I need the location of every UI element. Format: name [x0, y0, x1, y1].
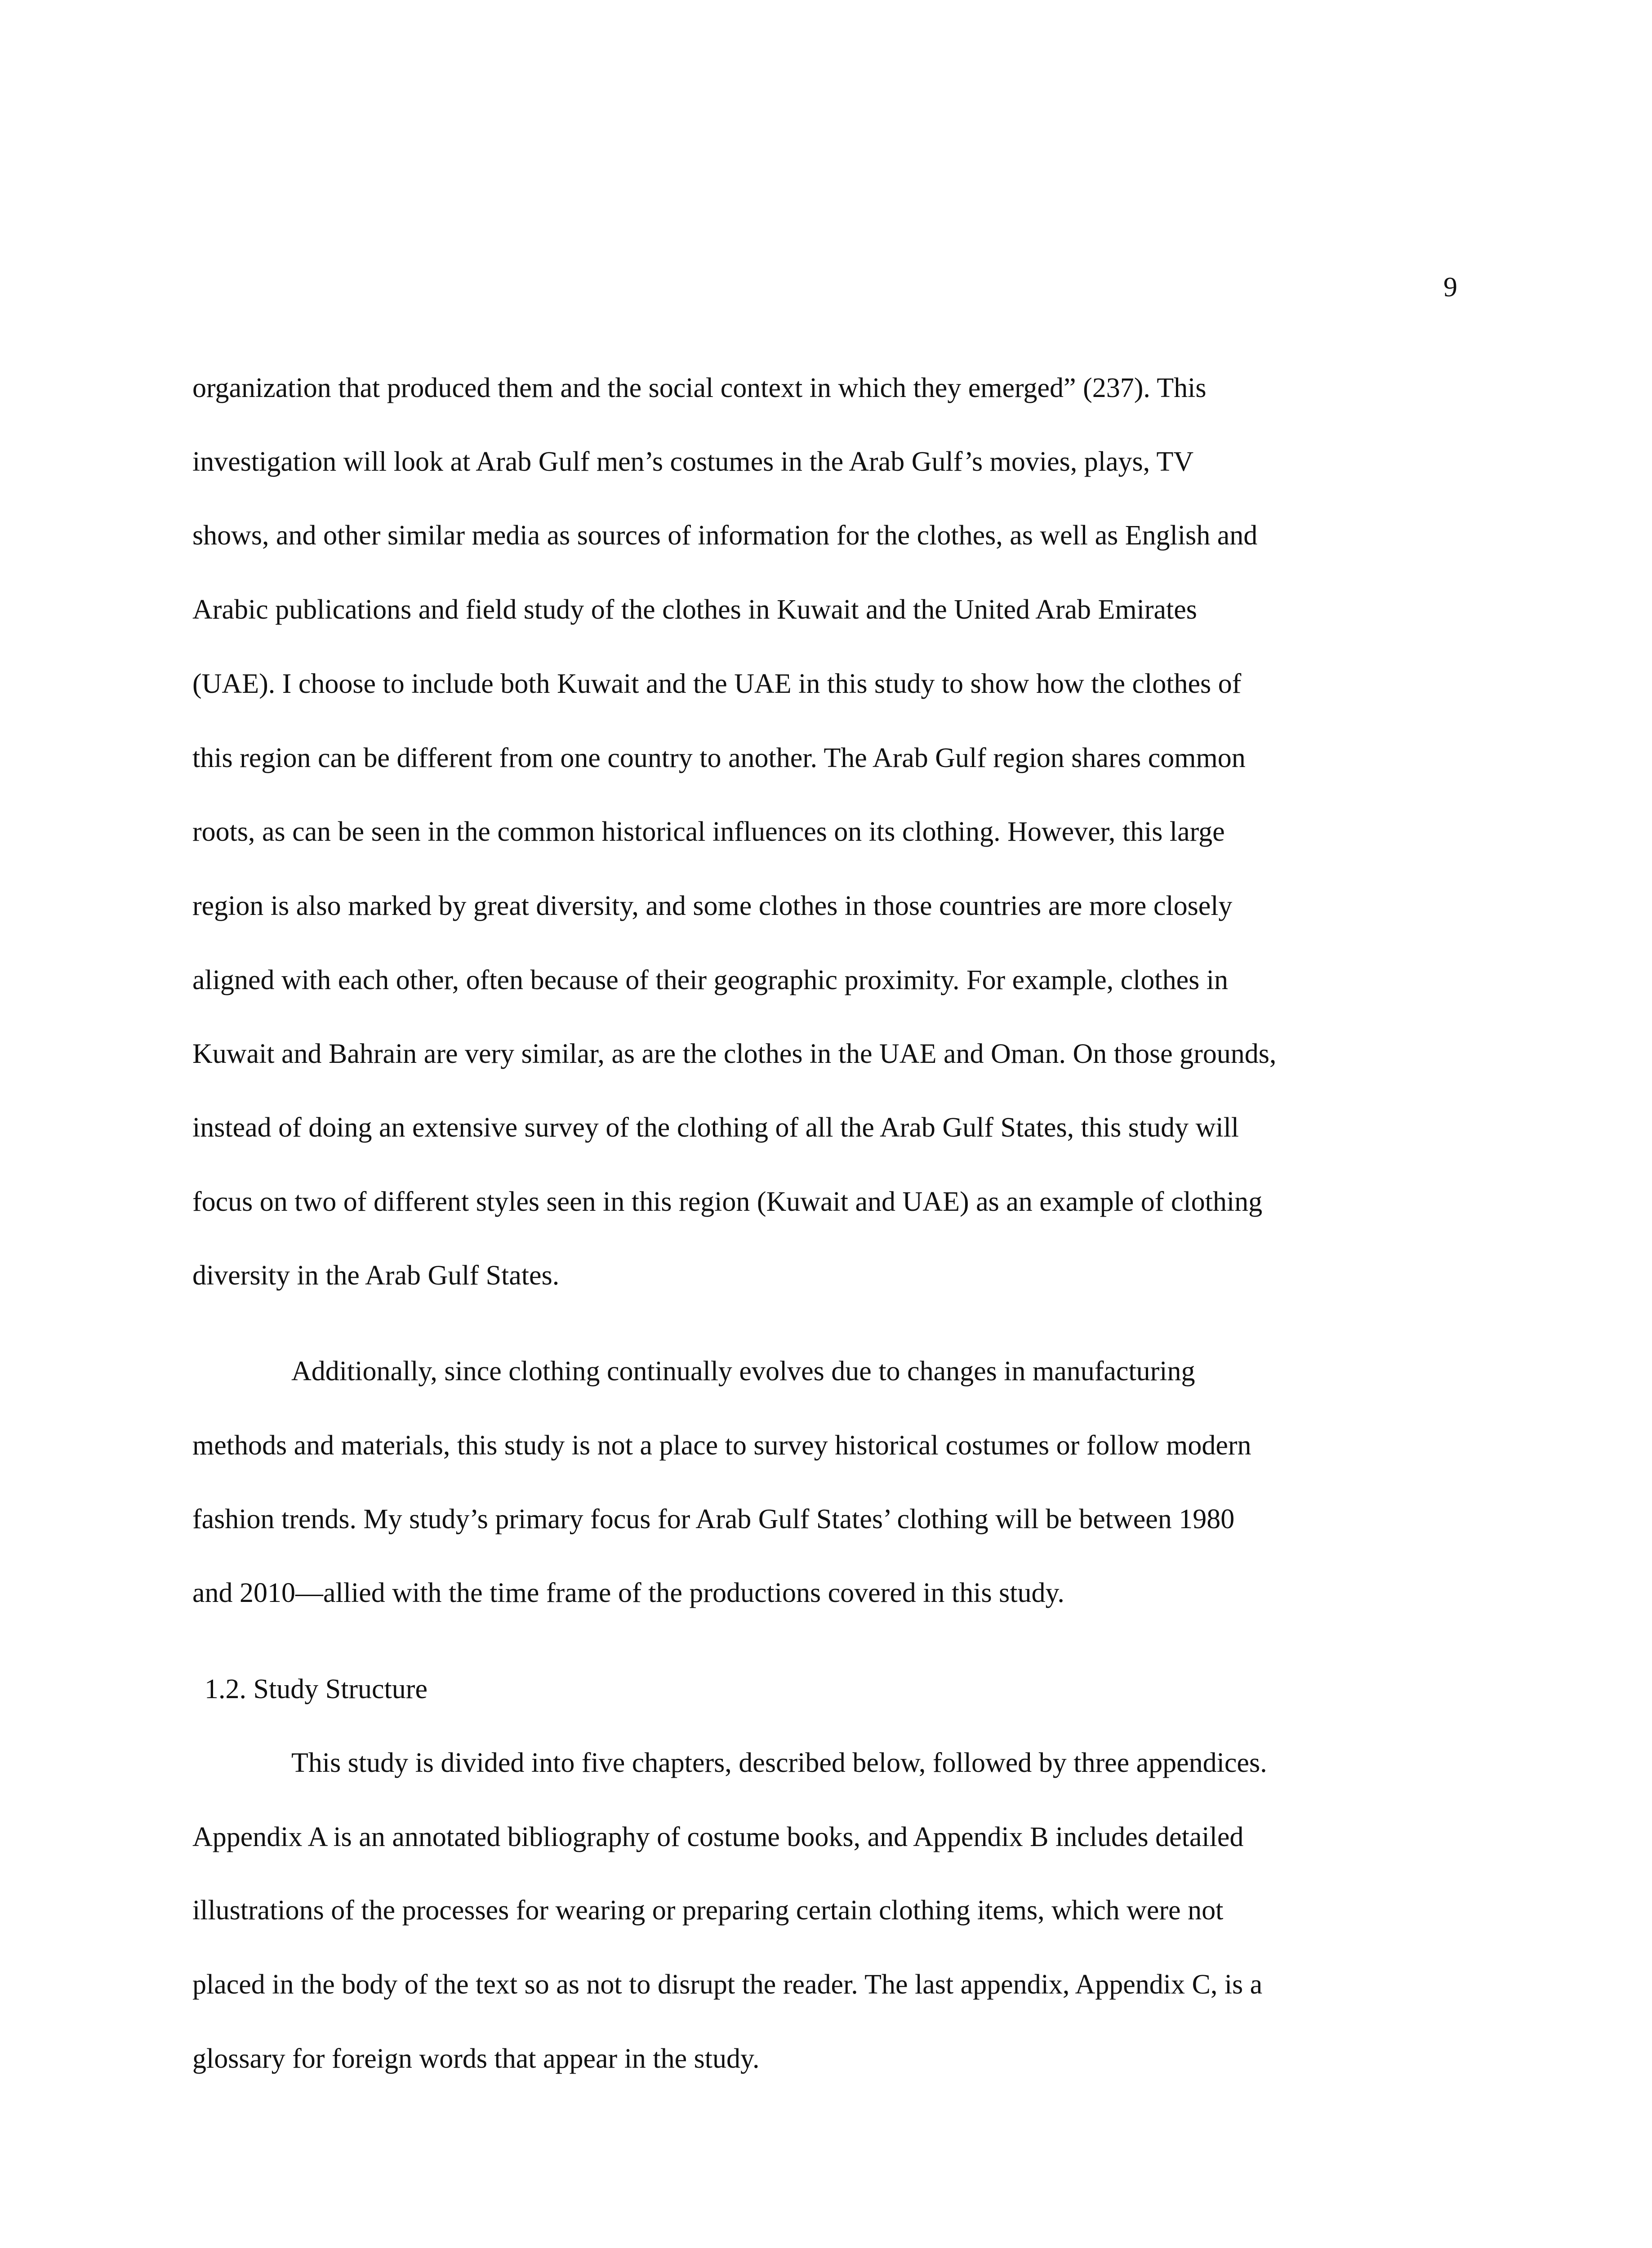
text-line: Kuwait and Bahrain are very similar, as are the clothes in the UAE and Oman. On those grounds,	[192, 1039, 1277, 1069]
text-line: instead of doing an extensive survey of the clothing of all the Arab Gulf States, this study will	[192, 1112, 1239, 1143]
text-line: fashion trends. My study’s primary focus for Arab Gulf States’ clothing will be between 1980	[192, 1504, 1235, 1534]
text-line: illustrations of the processes for wearing or preparing certain clothing items, which were not	[192, 1895, 1224, 1926]
text-line: Arabic publications and field study of the clothes in Kuwait and the United Arab Emirates	[192, 594, 1197, 625]
page-number: 9	[1443, 272, 1457, 303]
text-line: roots, as can be seen in the common historical influences on its clothing. However, this large	[192, 816, 1225, 847]
text-line: aligned with each other, often because of their geographic proximity. For example, clothes in	[192, 965, 1228, 995]
section-heading: 1.2. Study Structure	[205, 1674, 427, 1704]
text-line: This study is divided into five chapters, described below, followed by three appendices.	[291, 1748, 1267, 1778]
text-line: this region can be different from one country to another. The Arab Gulf region shares common	[192, 743, 1246, 773]
text-line: and 2010—allied with the time frame of the productions covered in this study.	[192, 1578, 1064, 1608]
text-line: Appendix A is an annotated bibliography of costume books, and Appendix B includes detailed	[192, 1822, 1244, 1852]
text-line: investigation will look at Arab Gulf men’s costumes in the Arab Gulf’s movies, plays, TV	[192, 446, 1194, 477]
text-line: diversity in the Arab Gulf States.	[192, 1260, 560, 1291]
text-line: placed in the body of the text so as not to disrupt the reader. The last appendix, Appendix C, is a	[192, 1969, 1263, 2000]
text-line: (UAE). I choose to include both Kuwait and the UAE in this study to show how the clothes of	[192, 669, 1242, 699]
text-line: shows, and other similar media as sources of information for the clothes, as well as English and	[192, 520, 1258, 551]
text-line: region is also marked by great diversity, and some clothes in those countries are more closely	[192, 891, 1233, 921]
text-line: focus on two of different styles seen in this region (Kuwait and UAE) as an example of clothing	[192, 1186, 1263, 1217]
text-line: methods and materials, this study is not a place to survey historical costumes or follow modern	[192, 1430, 1251, 1461]
text-line: glossary for foreign words that appear in the study.	[192, 2043, 760, 2074]
text-line: organization that produced them and the social context in which they emerged” (237). This	[192, 373, 1207, 403]
text-line: Additionally, since clothing continually evolves due to changes in manufacturing	[291, 1356, 1195, 1387]
